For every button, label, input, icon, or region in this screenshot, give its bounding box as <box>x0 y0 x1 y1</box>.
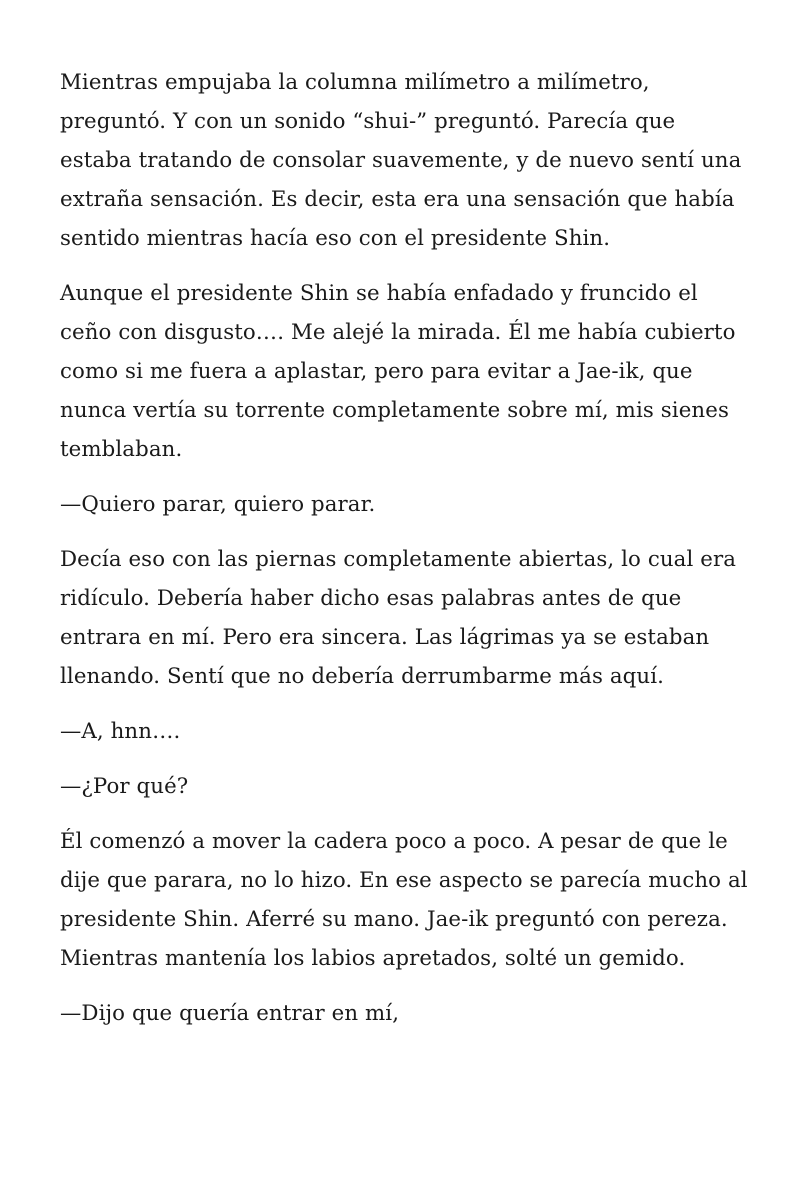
dialogue-line: —Quiero parar, quiero parar. <box>60 492 376 517</box>
paragraph: Aunque el presidente Shin se había enfadado y fruncido el ceño con disgusto…. Me alejé la mirada. Él me había cubierto como si me fuera a aplastar, pero para evitar a Jae-ik, que nunca vertía su torrente completamente sobre mí, mis sienes temblaban. <box>60 281 736 462</box>
document-page <box>60 63 750 1049</box>
dialogue-line: —A, hnn…. <box>60 719 181 744</box>
dialogue-line: —¿Por qué? <box>60 774 189 799</box>
paragraph: Mientras empujaba la columna milímetro a milímetro, preguntó. Y con un sonido “shui-” preguntó. Parecía que estaba tratando de consolar suavemente, y de nuevo sentí una extraña sensación. Es decir, esta era una sensación que había sentido mientras hacía eso con el presidente Shin. <box>60 70 742 251</box>
dialogue-line: —Dijo que quería entrar en mí, <box>60 1001 400 1026</box>
paragraph: Decía eso con las piernas completamente abiertas, lo cual era ridículo. Debería haber dicho esas palabras antes de que entrara en mí. Pero era sincera. Las lágrimas ya se estaban llenando. Sentí que no debería derrumbarme más aquí. <box>60 547 737 689</box>
paragraph: Él comenzó a mover la cadera poco a poco. A pesar de que le dije que parara, no lo hizo. En ese aspecto se parecía mucho al presidente Shin. Aferré su mano. Jae-ik preguntó con pereza. Mientras mantenía los labios apretados, solté un gemido. <box>60 829 748 971</box>
